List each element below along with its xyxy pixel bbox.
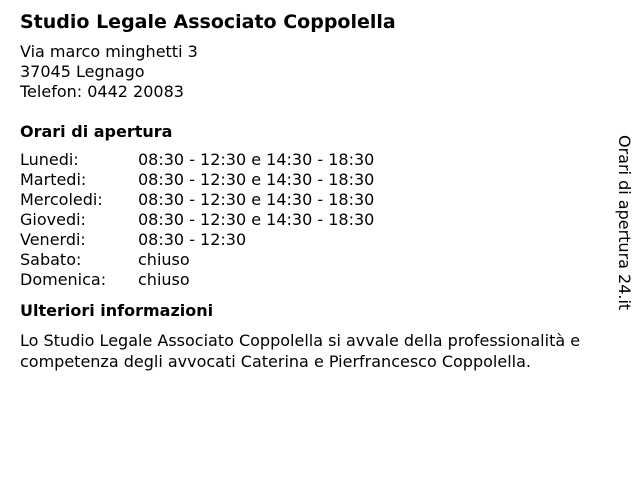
day-hours: chiuso [138, 250, 190, 269]
day-label: Mercoledi: [20, 190, 103, 209]
day-hours: 08:30 - 12:30 e 14:30 - 18:30 [138, 210, 375, 229]
more-info-heading: Ulteriori informazioni [20, 301, 214, 320]
day-hours: chiuso [138, 270, 190, 289]
opening-hours-table [20, 150, 620, 290]
phone-number: Telefon: 0442 20083 [20, 82, 184, 101]
day-hours: 08:30 - 12:30 e 14:30 - 18:30 [138, 170, 375, 189]
site-watermark: Orari di apertura 24.it [615, 135, 634, 311]
hours-row-friday [20, 230, 620, 250]
hours-row-monday [20, 150, 620, 170]
day-label: Martedi: [20, 170, 87, 189]
day-label: Venerdi: [20, 230, 86, 249]
day-label: Domenica: [20, 270, 107, 289]
hours-row-tuesday [20, 170, 620, 190]
postal-city: 37045 Legnago [20, 62, 145, 81]
day-hours: 08:30 - 12:30 [138, 230, 247, 249]
day-label: Giovedi: [20, 210, 86, 229]
day-label: Sabato: [20, 250, 82, 269]
address-block [20, 42, 620, 102]
business-name: Studio Legale Associato Coppolella [20, 11, 396, 33]
street-address: Via marco minghetti 3 [20, 42, 198, 61]
hours-row-thursday [20, 210, 620, 230]
hours-row-sunday [20, 270, 620, 290]
day-hours: 08:30 - 12:30 e 14:30 - 18:30 [138, 150, 375, 169]
business-card [20, 10, 620, 372]
more-info-text: Lo Studio Legale Associato Coppolella si avvale della professionalità e competenza degli avvocati Caterina e Pierfrancesco Coppolella. [20, 331, 581, 371]
opening-hours-heading: Orari di apertura [20, 122, 173, 141]
hours-row-wednesday [20, 190, 620, 210]
hours-row-saturday [20, 250, 620, 270]
day-hours: 08:30 - 12:30 e 14:30 - 18:30 [138, 190, 375, 209]
day-label: Lunedi: [20, 150, 79, 169]
